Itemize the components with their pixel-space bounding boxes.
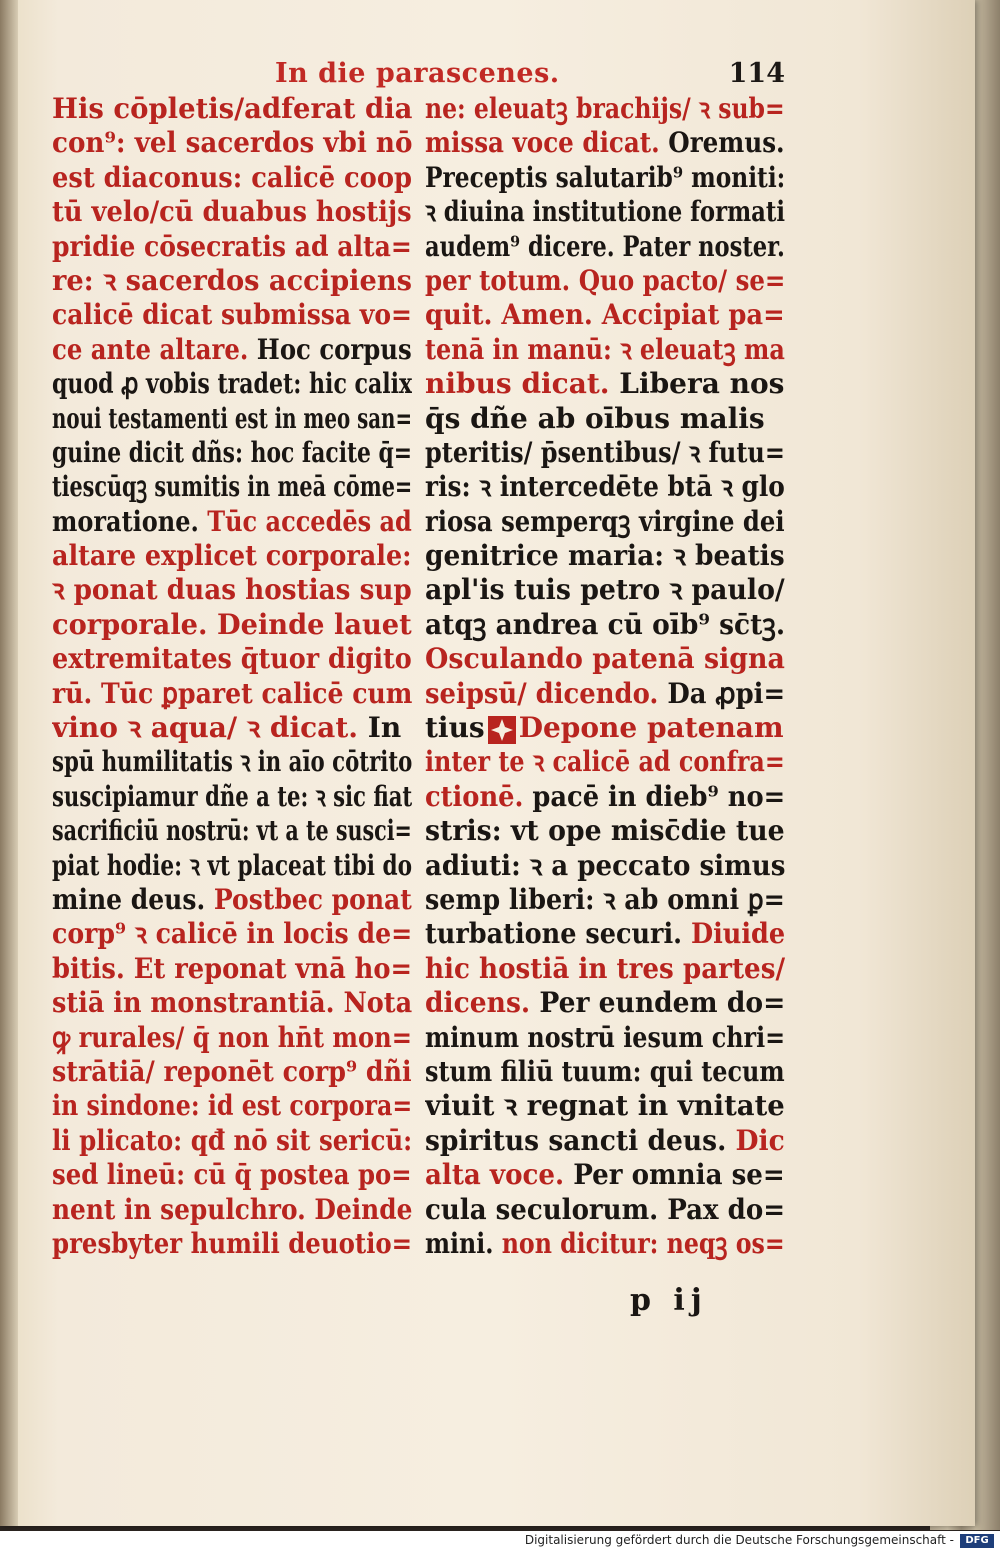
line-inner: [425, 917, 785, 951]
rubric-text: non dicitur: neqꝫ os=: [501, 1226, 785, 1260]
line-inner: [425, 952, 785, 986]
rubric-text: Tūc accedēs ad: [207, 504, 412, 538]
line-inner: [425, 92, 785, 126]
text-line: [52, 1055, 412, 1089]
rubric-text: ꝛ ponat duas hostias sup: [52, 573, 412, 607]
line-inner: [425, 677, 785, 711]
rubric-text: rū. Tūc ꝑparet calicē cum: [52, 676, 412, 710]
rubric-text: nibus dicat.: [425, 367, 620, 401]
rubric-text: strātiā/ reponēt corp⁹ dñi: [52, 1054, 412, 1088]
line-inner: [425, 711, 784, 745]
line-inner: [425, 230, 785, 264]
text-line: [425, 230, 785, 264]
line-inner: [425, 745, 785, 779]
text-line: [52, 470, 412, 504]
text-line: [425, 367, 785, 401]
line-inner: [52, 539, 412, 573]
text-line: [52, 298, 412, 332]
line-inner: [52, 298, 412, 332]
rubric-text: seipsū/ dicendo.: [425, 676, 668, 710]
body-text: moratione.: [52, 504, 208, 538]
text-line: [425, 677, 785, 711]
rubric-text: Diuide: [690, 917, 785, 951]
text-line: [52, 952, 412, 986]
text-line: [425, 573, 785, 607]
line-inner: [425, 298, 785, 332]
line-inner: [425, 1124, 785, 1158]
text-line: [52, 333, 412, 367]
text-line: [425, 195, 785, 229]
rubric-text: presbyter humili deuotio=: [52, 1226, 412, 1260]
rubric-text: missa voce dicat.: [425, 126, 669, 160]
body-text: semp liberi: ꝛ ab omni ꝑ=: [425, 882, 785, 916]
rubric-text: alta voce.: [425, 1158, 574, 1192]
text-line: [425, 1021, 785, 1055]
text-line: [425, 333, 785, 367]
line-inner: [52, 1158, 412, 1192]
line-inner: [425, 986, 785, 1020]
body-text: Preceptis salutarib⁹ moniti:: [425, 160, 785, 194]
body-text: turbatione securi.: [425, 917, 691, 951]
rubric-text: His cōpletis/adferat dia: [52, 92, 412, 125]
body-text: audem⁹ dicere. Pater noster.: [425, 229, 785, 263]
body-text: cula seculorum. Pax do=: [425, 1192, 785, 1226]
text-line: [52, 161, 412, 195]
line-inner: [52, 883, 412, 917]
body-text: sacrificiū nostrū: vt a te susci=: [52, 814, 412, 848]
footer-credit: Digitalisierung gefördert durch die Deutsche Forschungsgemeinschaft -: [524, 1533, 954, 1547]
text-line: [52, 1124, 412, 1158]
text-line: [425, 92, 785, 126]
rubric-text: con⁹: vel sacerdos vbi nō: [52, 126, 412, 160]
body-text: In: [367, 711, 402, 745]
rubric-text: tenā in manū: ꝛ eleuatꝫ ma: [425, 332, 785, 366]
line-inner: [425, 126, 785, 160]
text-line: [52, 402, 412, 436]
text-line: [425, 505, 785, 539]
line-inner: [52, 1227, 412, 1261]
line-inner: [425, 642, 785, 676]
line-inner: [52, 367, 412, 401]
text-line: [425, 986, 785, 1020]
line-inner: [52, 573, 412, 607]
rubric-text: hic hostiā in tres partes/: [425, 951, 785, 985]
line-inner: [425, 539, 785, 573]
text-line: [52, 436, 412, 470]
rubric-text: est diaconus: calicē coop: [52, 160, 412, 194]
text-line: [52, 230, 412, 264]
line-inner: [52, 814, 412, 848]
line-inner: [52, 333, 412, 367]
text-line: [425, 1055, 785, 1089]
line-inner: [425, 436, 785, 470]
text-line: [425, 539, 785, 573]
body-text: spū humilitatis ꝛ in aīo cōtrito: [52, 745, 412, 779]
rubric-text: bitis. Et reponat vnā ho=: [52, 951, 412, 985]
body-text: apl'is tuis petro ꝛ paulo/: [425, 573, 785, 607]
line-inner: [52, 849, 412, 883]
rubric-text: Osculando patenā signa: [425, 642, 785, 676]
text-line: [425, 402, 785, 436]
rubric-text: quit. Amen. Accipiat pa=: [425, 298, 785, 332]
line-inner: [425, 470, 785, 504]
body-text: spiritus sancti deus.: [425, 1123, 736, 1157]
rubric-text: Postbec ponat: [213, 882, 412, 916]
text-line: [425, 883, 785, 917]
text-line: [52, 849, 412, 883]
rubric-text: re: ꝛ sacerdos accipiens: [52, 263, 412, 297]
rubric-text: calicē dicat submissa vo=: [52, 298, 412, 332]
line-inner: [52, 230, 412, 264]
body-text: riosa semperqꝫ virgine dei: [425, 504, 785, 538]
line-inner: [52, 1021, 412, 1055]
folio-number: 114: [728, 58, 785, 89]
text-line: [425, 849, 785, 883]
line-inner: [52, 470, 412, 504]
text-line: [52, 539, 412, 573]
text-line: [52, 1193, 412, 1227]
line-inner: [52, 1124, 412, 1158]
text-line: [425, 711, 785, 745]
line-inner: [425, 608, 785, 642]
text-line: [425, 952, 785, 986]
body-text: noui testamenti est in meo san=: [52, 401, 412, 435]
text-line: [52, 264, 412, 298]
line-inner: [425, 161, 785, 195]
rubric-text: nent in sepulchro. Deinde: [52, 1192, 412, 1226]
body-text: minum nostrū iesum chri=: [425, 1020, 785, 1054]
body-text: Per eundem do=: [539, 986, 785, 1020]
text-line: [52, 573, 412, 607]
rubric-text: Dic: [735, 1123, 785, 1157]
body-text: viuit ꝛ regnat in vnitate: [425, 1089, 785, 1123]
rubric-text: extremitates q̄tuor digito: [52, 642, 412, 676]
rubric-text: Depone patenam: [518, 711, 784, 745]
text-line: [425, 1227, 785, 1261]
text-line: [52, 195, 412, 229]
text-line: [52, 883, 412, 917]
rubric-text: altare explicet corporale:: [52, 539, 412, 573]
line-inner: [52, 642, 412, 676]
text-line: [425, 470, 785, 504]
line-inner: [425, 1089, 785, 1123]
text-line: [425, 1089, 785, 1123]
line-inner: [425, 573, 785, 607]
rubric-text: ctionē.: [425, 779, 533, 813]
line-inner: [52, 126, 412, 160]
text-line: [52, 1021, 412, 1055]
text-line: [425, 161, 785, 195]
line-inner: [52, 711, 401, 745]
text-line: [425, 126, 785, 160]
line-inner: [52, 1193, 412, 1227]
left-text-column: [52, 92, 412, 1261]
rubric-text: sed lineū: cū q̄ postea po=: [52, 1158, 412, 1192]
body-text: tius: [425, 711, 485, 745]
body-text: tiescūqꝫ sumitis in meā cōme=: [52, 470, 412, 504]
rubric-text: in sindone: id est corpora=: [52, 1089, 412, 1123]
line-inner: [425, 402, 765, 436]
text-line: [425, 298, 785, 332]
line-inner: [52, 745, 412, 779]
line-inner: [52, 264, 412, 298]
line-inner: [425, 367, 784, 401]
rubric-text: stiā in monstrantiā. Nota: [52, 986, 412, 1020]
rubric-text: per totum. Quo pacto/ se=: [425, 263, 785, 297]
text-line: [52, 367, 412, 401]
line-inner: [425, 780, 785, 814]
text-line: [52, 917, 412, 951]
body-text: adiuti: ꝛ a peccato simus: [425, 848, 785, 882]
line-inner: [425, 849, 785, 883]
text-line: [52, 642, 412, 676]
line-inner: [52, 677, 412, 711]
body-text: Per omnia se=: [573, 1158, 785, 1192]
line-inner: [425, 1055, 785, 1089]
line-inner: [52, 436, 412, 470]
line-inner: [425, 1158, 785, 1192]
signature-mark: p ij: [630, 1283, 708, 1318]
text-line: [52, 126, 412, 160]
body-text: quod ꝓ vobis tradet: hic calix: [52, 367, 412, 401]
line-inner: [52, 161, 412, 195]
rubric-text: inter te ꝛ calicē ad confra=: [425, 745, 785, 779]
text-line: [52, 677, 412, 711]
text-line: [425, 780, 785, 814]
text-line: [52, 745, 412, 779]
body-text: stum filiū tuum: qui tecum: [425, 1054, 785, 1088]
line-inner: [425, 1021, 785, 1055]
body-text: atqꝫ andrea cū oīb⁹ sc̄tꝫ.: [425, 607, 785, 641]
line-inner: [425, 1227, 785, 1261]
body-text: genitrice maria: ꝛ beatis: [425, 539, 785, 573]
body-text: Oremus.: [668, 126, 785, 160]
text-line: [425, 608, 785, 642]
rubric-text: vino ꝛ aqua/ ꝛ dicat.: [52, 711, 368, 745]
binding-gutter: [0, 0, 18, 1526]
line-inner: [52, 780, 412, 814]
rubric-text: dicens.: [425, 986, 540, 1020]
text-line: [425, 745, 785, 779]
body-text: suscipiamur dñe a te: ꝛ sic fiat: [52, 779, 412, 813]
line-inner: [52, 952, 412, 986]
line-inner: [52, 917, 412, 951]
text-line: [52, 1158, 412, 1192]
dfg-logo: DFG: [960, 1534, 994, 1548]
rubric-text: li plicato: qđ nō sit sericū:: [52, 1123, 412, 1157]
body-text: pacē in dieb⁹ no=: [532, 779, 785, 813]
cross-icon: [487, 715, 517, 745]
line-inner: [52, 92, 412, 126]
line-inner: [425, 264, 785, 298]
body-text: q̄s dñe ab oībus malis: [425, 401, 765, 435]
text-line: [425, 917, 785, 951]
line-inner: [425, 883, 785, 917]
line-inner: [52, 1055, 412, 1089]
body-text: mine deus.: [52, 882, 214, 916]
line-inner: [52, 608, 412, 642]
line-inner: [425, 333, 785, 367]
rubric-text: pridie cōsecratis ad alta=: [52, 229, 412, 263]
text-line: [425, 436, 785, 470]
body-text: piat hodie: ꝛ vt placeat tibi do: [52, 848, 412, 882]
text-line: [425, 264, 785, 298]
line-inner: [52, 505, 412, 539]
text-line: [425, 1193, 785, 1227]
body-text: stris: vt ope misc̄die tue: [425, 814, 785, 848]
text-line: [52, 814, 412, 848]
rubric-text: corp⁹ ꝛ calicē in locis de=: [52, 917, 412, 951]
text-line: [425, 1124, 785, 1158]
line-inner: [425, 814, 785, 848]
text-line: [52, 986, 412, 1020]
text-line: [425, 1158, 785, 1192]
text-line: [52, 1089, 412, 1123]
text-line: [52, 1227, 412, 1261]
line-inner: [52, 1089, 412, 1123]
body-text: ris: ꝛ intercedēte btā ꝛ glo: [425, 470, 785, 504]
body-text: Da ꝓpi=: [667, 676, 785, 710]
body-text: ꝛ diuina institutione formati: [425, 195, 785, 229]
body-text: mini.: [425, 1226, 502, 1260]
text-line: [52, 92, 412, 126]
text-line: [52, 711, 412, 745]
right-text-column: [425, 92, 785, 1261]
body-text: guine dicit dñs: hoc facite q̄=: [52, 435, 412, 469]
body-text: pteritis/ p̄sentibus/ ꝛ futu=: [425, 435, 785, 469]
body-text: Libera nos: [619, 367, 785, 401]
rubric-text: ce ante altare.: [52, 332, 257, 366]
body-text: Hoc corpus: [256, 332, 412, 366]
footer-bar: [0, 1531, 1000, 1551]
text-line: [52, 780, 412, 814]
line-inner: [52, 195, 412, 229]
rubric-text: ne: eleuatꝫ brachijs/ ꝛ sub=: [425, 92, 785, 125]
line-inner: [425, 505, 785, 539]
line-inner: [52, 402, 412, 436]
line-inner: [52, 986, 412, 1020]
running-head-title: In die parascenes.: [275, 58, 560, 89]
text-line: [425, 642, 785, 676]
line-inner: [425, 195, 785, 229]
text-line: [52, 608, 412, 642]
text-line: [425, 814, 785, 848]
text-line: [52, 505, 412, 539]
rubric-text: ꝙ rurales/ q̄ non hn̄t mon=: [52, 1020, 412, 1054]
rubric-text: corporale. Deinde lauet: [52, 607, 412, 641]
rubric-text: tū velo/cū duabus hostijs: [52, 195, 412, 229]
line-inner: [425, 1193, 785, 1227]
